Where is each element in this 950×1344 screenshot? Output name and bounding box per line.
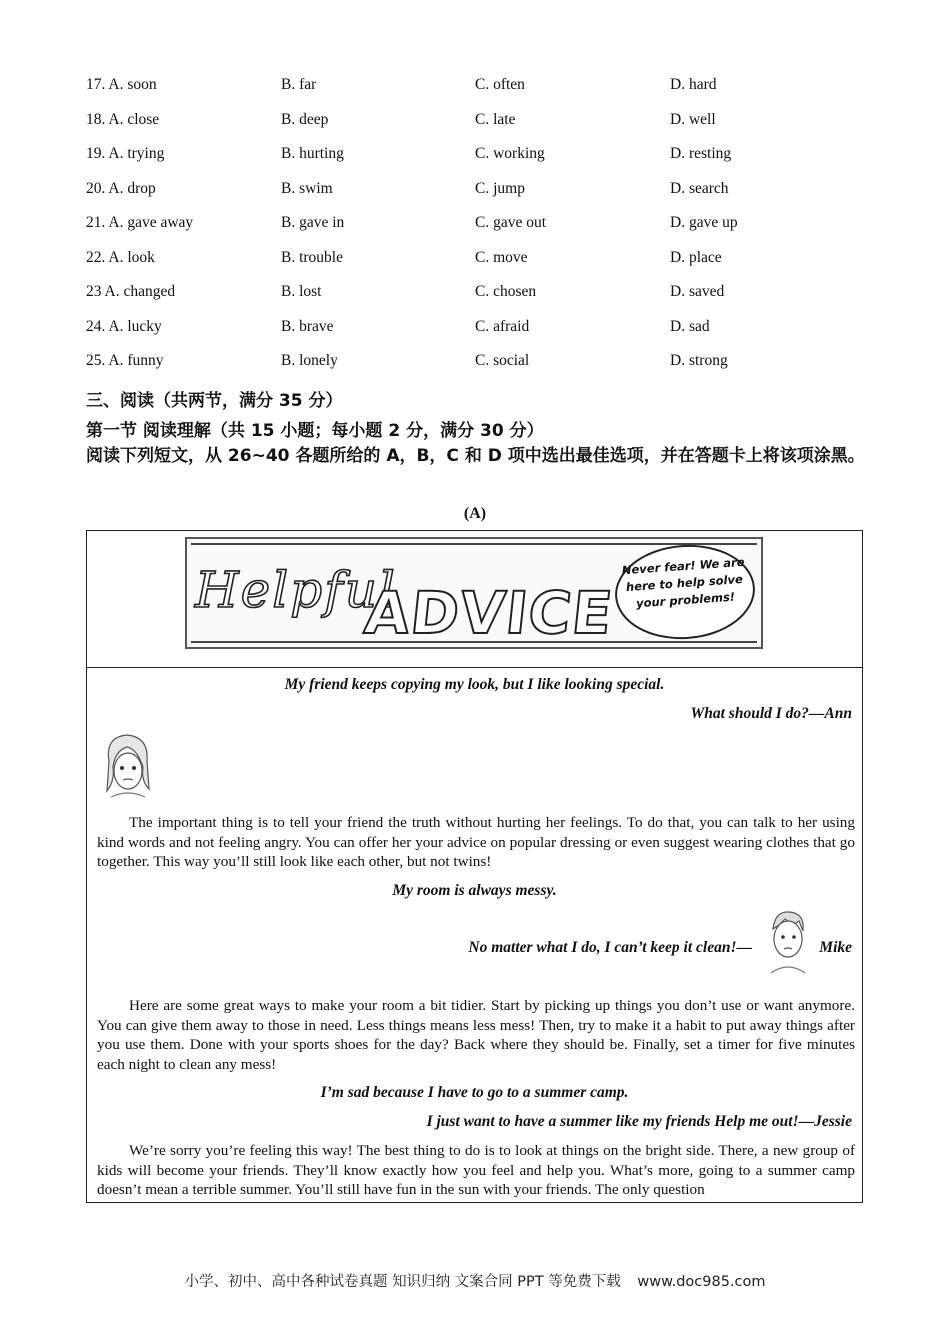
option-choice: D. saved <box>670 283 725 300</box>
option-choice: 25. A. funny <box>86 352 164 369</box>
option-row <box>86 352 866 374</box>
option-choice: 24. A. lucky <box>86 317 162 335</box>
option-choice: 21. A. gave away <box>86 214 194 231</box>
banner-helpful-text: Helpful <box>195 561 397 619</box>
option-choice: C. social <box>475 352 530 369</box>
option-row <box>86 145 866 167</box>
passage-label: (A) <box>463 505 487 522</box>
option-choice: B. swim <box>281 179 333 197</box>
option-choice: C. working <box>475 145 545 162</box>
option-choice: D. strong <box>670 352 728 369</box>
option-choice: C. afraid <box>475 317 530 335</box>
option-choice: C. gave out <box>475 214 547 231</box>
boy-avatar-icon <box>763 907 813 977</box>
option-choice: D. gave up <box>670 214 738 231</box>
option-row <box>86 318 866 340</box>
option-choice: B. brave <box>281 317 334 335</box>
instruction-text: 阅读下列短文，从 26~40 各题所给的 A，B，C 和 D 项中选出最佳选项，并在答题卡上将该项涂黑。 <box>86 446 865 466</box>
letter-2-answer: Here are some great ways to make your room a bit tidier. Start by picking up things you don’t use or want anymore. You can give them away to those in need. Less things means less mess! Then, try to make it a habit to put away things after you use them. Done with your sports shoes for the day? Back where they should be. Finally, set a timer for five minutes each night to clean any mess! <box>97 997 855 1073</box>
page-footer <box>0 1270 950 1291</box>
helpful-advice-banner <box>185 537 763 649</box>
letter-2-signature: No matter what I do, I can’t keep it clean!— <box>468 939 752 956</box>
letter-2-question: My room is always messy. <box>392 882 557 899</box>
option-choice: C. often <box>475 76 525 93</box>
option-choice: C. move <box>475 248 528 266</box>
option-choice: 17. A. soon <box>86 76 157 93</box>
option-choice: 18. A. close <box>86 110 160 128</box>
option-choice: B. gave in <box>281 214 345 231</box>
option-choice: 19. A. trying <box>86 145 165 162</box>
banner-top-rule <box>191 543 757 545</box>
option-choice: C. late <box>475 110 516 128</box>
section-heading: 三、阅读（共两节，满分 35 分） <box>86 391 343 411</box>
option-choice: B. deep <box>281 110 329 128</box>
option-choice: C. jump <box>475 179 525 197</box>
option-choice: D. place <box>670 248 722 266</box>
footer-text: 小学、初中、高中各种试卷真题 知识归纳 文案合同 PPT 等免费下载 <box>184 1274 621 1290</box>
speech-bubble: Never fear! We are here to help solve your problems! <box>612 540 758 644</box>
option-choice: C. chosen <box>475 283 537 300</box>
letter-3-answer: We’re sorry you’re feeling this way! The best thing to do is to look at things on the bright side. There, a new group of kids will become your friends. They’ll know exactly how you feel and help you. What’s more, going to a summer camp doesn’t mean a terrible summer. You’ll still have fun in the sun with your friends. The only question <box>97 1142 855 1198</box>
option-row <box>86 111 866 133</box>
option-choice: B. far <box>281 76 317 93</box>
advice-column-box <box>86 530 863 1203</box>
option-choice: D. resting <box>670 145 732 162</box>
letter-1-question: My friend keeps copying my look, but I like looking special. <box>284 676 665 693</box>
option-choice: 20. A. drop <box>86 179 156 197</box>
option-choice: 23 A. changed <box>86 283 176 300</box>
banner-advice-text: ADVICE <box>361 579 617 647</box>
letter-1-signature: What should I do?—Ann <box>690 705 852 722</box>
option-choice: B. lost <box>281 283 322 300</box>
option-row <box>86 214 866 236</box>
letter-2-signature-name: Mike <box>819 939 852 956</box>
banner-cell <box>87 531 862 668</box>
option-choice: B. hurting <box>281 145 344 162</box>
option-row <box>86 76 866 98</box>
option-row <box>86 180 866 202</box>
footer-link[interactable]: www.doc985.com <box>637 1274 766 1290</box>
option-choice: B. lonely <box>281 352 338 369</box>
letter-3-signature: I just want to have a summer like my friends Help me out!—Jessie <box>426 1113 852 1130</box>
letter-3-question: I’m sad because I have to go to a summer camp. <box>320 1084 629 1101</box>
option-choice: D. search <box>670 179 729 197</box>
option-choice: B. trouble <box>281 248 343 266</box>
option-choice: D. hard <box>670 76 717 93</box>
letter-1-answer: The important thing is to tell your friend the truth without hurting her feelings. To do that, you can talk to her using kind words and not feeling angry. You can offer her your advice on popular dressing or even suggest wearing clothes that go together. This way you’ll still look like each other, but not twins! <box>97 814 855 870</box>
option-row <box>86 283 866 305</box>
girl-avatar-icon <box>97 731 157 803</box>
option-choice: 22. A. look <box>86 248 155 266</box>
option-choice: D. sad <box>670 317 710 335</box>
option-choice: D. well <box>670 110 716 128</box>
option-row <box>86 249 866 271</box>
subsection-heading: 第一节 阅读理解（共 15 小题；每小题 2 分，满分 30 分） <box>86 421 544 441</box>
